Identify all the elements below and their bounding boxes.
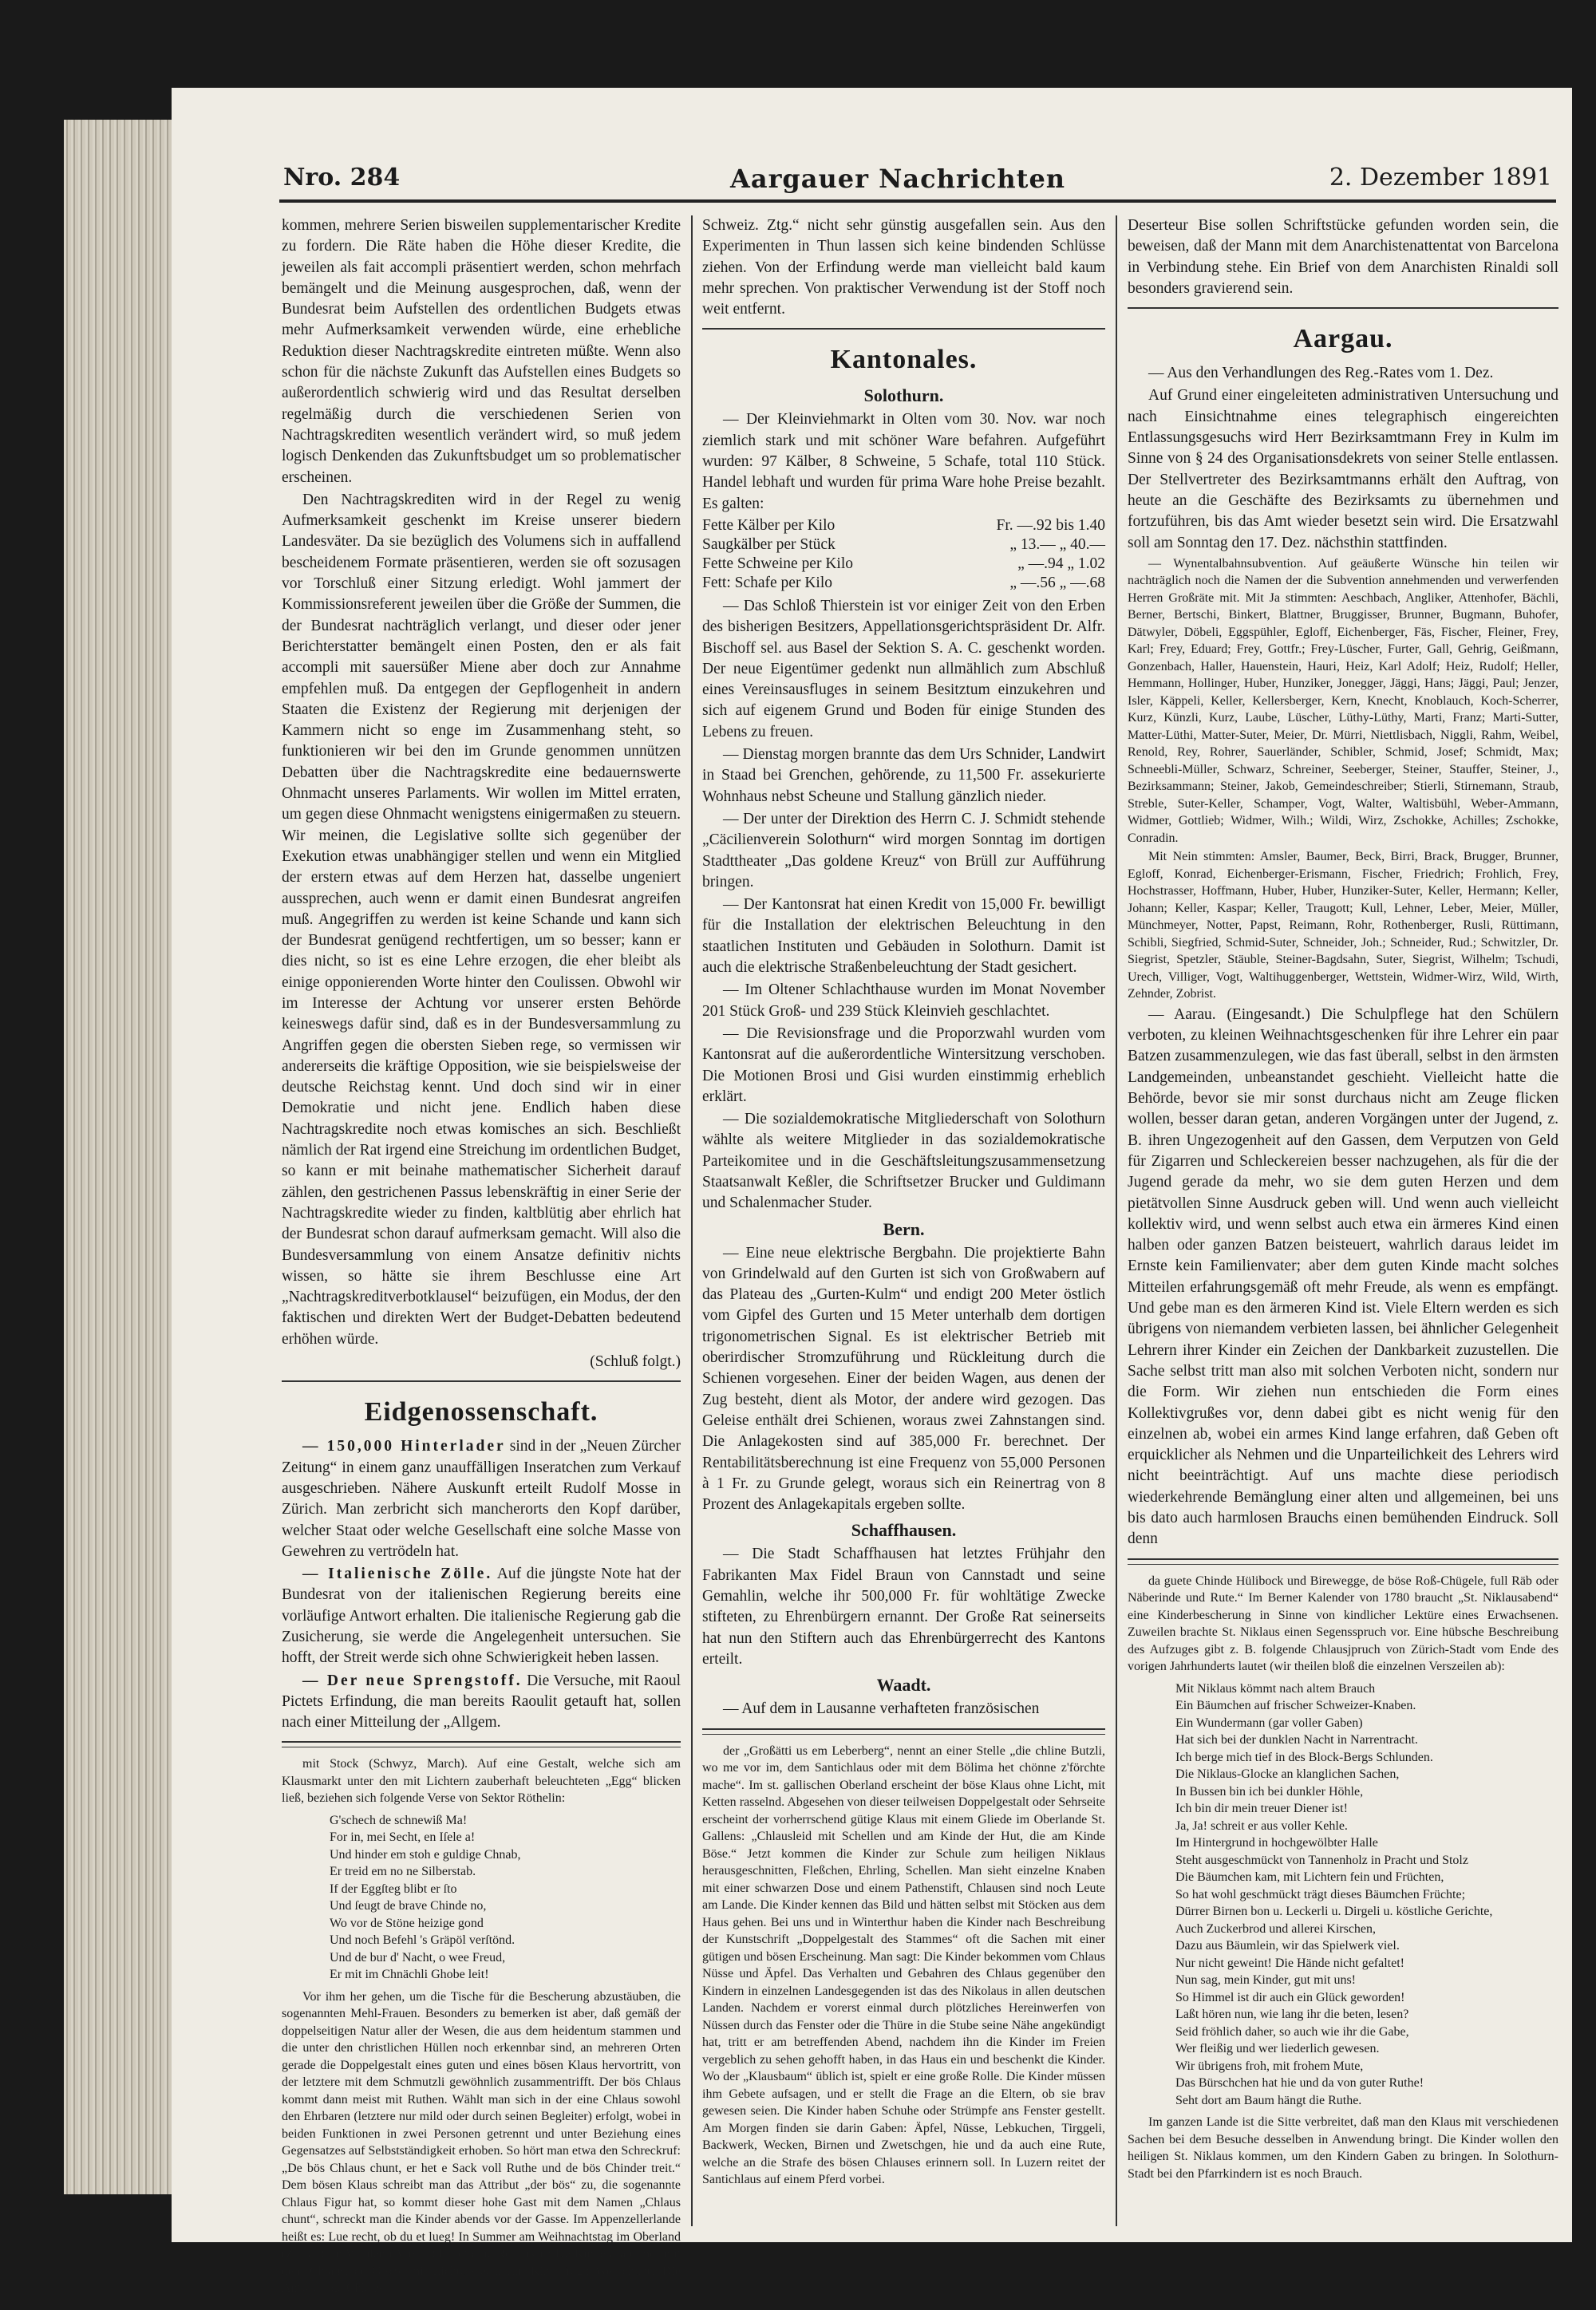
subheading-solothurn: Solothurn.: [863, 385, 944, 406]
market-price-table: [702, 516, 1105, 593]
news-item: — Im Oltener Schlachthause wurden im Monat November 201 Stück Groß- und 239 Stück Kleinvieh geschlachtet.: [702, 981, 1105, 1020]
news-item: [282, 1671, 681, 1734]
price-value: „ —.56 „ —.68: [1009, 574, 1105, 591]
feuilleton-text: Im ganzen Lande ist die Sitte verbreitet, daß man den Klaus mit verschiedenen Sachen bei dem Besuche desselben in Anwendung bringt. Die Kinder wollen den heiligen St. Niklaus kommen, um den Kindern Gaben zu bringen. In Solothurn-Stadt bei den Pfarrkindern ist es noch Brauch.: [1128, 2115, 1558, 2181]
news-item-text: sind in der „Neuen Zürcher Zeitung“ in einem ganz unauffälligen Inseratchen zum Verkauf ausgeschrieben. Nähere Auskunft erteilt Rudolf Mosse in Zürich. Man zerbricht sich mancherorts den Kopf darüber, welcher Staat oder welche Gesellschaft eine solche Masse von Gewehren zu vertrödeln hat.: [282, 1438, 681, 1560]
feuilleton-text: da guete Chinde Hülibock und Birewegge, de böse Roß-Chügele, full Räb oder Näberinde und Rute.“ Im Berner Kalender von 1780 braucht „St. Niklausabend“ eine Kinderbescherung in Sinne von kindlicher Lektüre eines Erwachsenen. Zuweilen brachte St. Niklaus einen Segensspruch vor. Eine hübsche Beschreibung des Aufzuges gibt z. B. folgende Chlausjpruch von Zürich-Stadt vom Ende des vorigen Jahrhunderts lautet (wir theilen bloß die einzelnen Verszeilen ab):: [1128, 1574, 1558, 1674]
continued-note: (Schluß folgt.): [590, 1353, 681, 1371]
masthead-title: Aargauer Nachrichten: [730, 164, 1066, 194]
feuilleton-text: Vor ihm her gehen, um die Tische für die Bescherung abzustäuben, die sogenannten Mehl-Frauen. Besonders zu bemerken ist aber, daß gemäß der doppelseitigen Natur aller der Wesen, die aus dem heidentum stammen und die unter den christlichen Hüllen noch erkennbar sind, an mehreren Orten gerade die Doppelgestalt eines guten und eines bösen Klaus hervortritt, von der letztere mit dem Schmutzli gewöhnlich zusammentrifft. Der bös Chlaus kommt dann meist mit Ruthen. Wählt man sich in der eine Chlaus sowohl den Ehrbaren (letztere nur mild oder durch seinen Begleiter) erfolgt, wobei in beiden Funktionen in zwei Personen getrennt und unter Beziehung eines Gegensatzes auf Selbstständigkeit erhoben. So hört man etwa den Schreckruf: „De bös Chlaus chunt, er het e Sack voll Ruthe und de bös Chinder treit.“ Dem bösen Klaus schreibt man das Attribut „der bös“ zu, die sogenannte Chlaus Figur hat, so kommt dieser hohe Gast mit dem Namen „Chlaus chunt“, schreckt man die Kinder abends vor der Gasse. Im Appenzellerlande heißt es: Lue recht, ob du et lueg! In Summer am Weihnachtstag im Oberland (Zürich). In Wohlen (Aargau) lautet eine Redensart: De Kinde draut mer mit dem Chlaus, de Große mit Lichte steck. Ein Kind fragt: Wer chunt? Die Antwort: de Chlaus!: [282, 1989, 681, 2296]
news-item-text: Die Versuche, mit Raoul Pictets Erfindung, die man bereits Raoulit getauft hat, sollen nach einer Mitteilung der „Allgem.: [282, 1672, 681, 1732]
feuilleton-rule: [702, 1728, 1105, 1735]
column-2: [702, 215, 1105, 2230]
section-heading-eidgenossenschaft: Eidgenossenschaft.: [364, 1397, 598, 1427]
section-rule: [282, 1380, 681, 1382]
section-heading-kantonales: Kantonales.: [830, 345, 978, 375]
news-item-text: Auf die jüngste Note hat der Bundesrat von der italienischen Regierung bereits eine vorläufige Antwort erhalten. Die italienische Regierung gab die Zusicherung, sie werde die Angelegenheit untersuchen. Sie hofft, der Streit werde sich ohne Schwierigkeit heben lassen.: [282, 1566, 681, 1667]
news-item: — Die Revisionsfrage und die Proporzwahl wurden vom Kantonsrat auf die außerordentliche Wintersitzung verschoben. Die Motionen Brosi und Gisi wurden einstimmig erheblich erklärt.: [702, 1025, 1105, 1105]
news-item: — Der unter der Direktion des Herrn C. J. Schmidt stehende „Cäcilienverein Solothurn“ wird morgen Sonntag im dortigen Stadttheater „Das goldene Kreuz“ von Brüll zur Aufführung bringen.: [702, 810, 1105, 890]
news-item: — Dienstag morgen brannte das dem Urs Schnider, Landwirt in Staad bei Grenchen, gehörende, zu 11,500 Fr. assekurierte Wohnhaus nebst Scheune und Stallung gänzlich nieder.: [702, 746, 1105, 805]
feuilleton-rule: [282, 1741, 681, 1747]
article-paragraph: Schweiz. Ztg.“ nicht sehr günstig ausgefallen sein. Aus den Experimenten in Thun lassen sich keine bindenden Schlüsse ziehen. Von der Erfindung werde man vielleicht bald kaum mehr sprechen. Von praktischer Verwendung ist der Stoff noch weit entfernt.: [702, 217, 1105, 318]
column-1: [282, 215, 681, 2296]
news-item-lead: — 150,000 Hinterlader: [302, 1438, 506, 1455]
price-row: [702, 535, 1105, 555]
news-item: — Wynentalbahnsubvention. Auf geäußerte Wünsche hin teilen wir nachträglich noch die Namen der die Subvention annehmenden und verwerfenden Herren Großräte mit. Mit Ja stimmten: Aeschbach, Angliker, Attenhofer, Bächli, Berner, Bertschi, Binkert, Blattner, Bruggisser, Brunner, Bugmann, Buhofer, Dätwyler, Döbeli, Eggspühler, Egloff, Eichenberger, Fäs, Fischer, Fleiner, Frey, Karl; Frey, Eduard; Frey, Gottfr.; Frey-Lüscher, Furter, Gall, Gehrig, Geißmann, Gonzenbach, Haller, Hauenstein, Hauri, Heiz, Karl Adolf; Heiz, Rudolf; Heller, Hemmann, Hollinger, Huber, Hunziker, Jonegger, Jäggi, Hans; Jäggi, Paul; Jenzer, Isler, Käppeli, Keller, Kellersberger, Kern, Knecht, Knoblauch, Koch-Scherrer, Kurz, Künzli, Kurz, Laube, Lüscher, Lüthy-Lüthy, Marti, Franz; Marti-Sutter, Matter-Lüthi, Matter-Suter, Meier, Dr. Mürri, Niettlisbach, Niggli, Rahm, Weibel, Renold, Rey, Rohrer, Sauerländer, Schibler, Schmid, Josef; Schmidt, Max; Schneebli-Müller, Schwarz, Schreiner, Seeberger, Steiner, Stauffer, Steiner, J., Bezirksammann; Steiner, Jakob, Gemeindeschreiber; Stierli, Stirnemann, Straub, Streble, Suter-Keller, Schamper, Vogt, Walter, Waltisbühl, Weber-Ammann, Widmer, Gottlieb; Widmer, Wilh.; Wildi, Wirz, Zschokke, Achilles; Zschokke, Conradin.: [1128, 556, 1558, 845]
feuilleton-text: mit Stock (Schwyz, March). Auf eine Gestalt, welche sich am Klausmarkt unter den mit Lichtern zauberhaft beleuchteten „Egg“ blicken ließ, beziehen sich folgende Verse von Sektor Röthelin:: [282, 1757, 681, 1806]
price-row: [702, 574, 1105, 593]
subheading-schaffhausen: Schaffhausen.: [851, 1520, 957, 1541]
news-item: — Das Schloß Thierstein ist vor einiger Zeit von den Erben des bisherigen Besitzers, Appellationsgerichtspräsident Dr. Alfr. Bischoff sel. aus Basel der Sektion S. A. C. geschenkt worden. Der neue Eigentümer gedenkt nun allmählich zum Abschluß eines Vereinsausfluges in seinem Besitztum einzukehren und sich auf eigenem Grund und Boden für einige Stunden des Lebens zu freuen.: [702, 597, 1105, 740]
news-item: [282, 1564, 681, 1668]
price-row: [702, 555, 1105, 574]
issue-number: Nro. 284: [283, 164, 401, 192]
feuilleton-text: der „Großätti us em Leberberg“, nennt an einer Stelle „die chline Butzli, wo me vor im, dem Santichlaus oder mit dem Bölima het chönne z'förchte mache“. Im st. gallischen Oberland erscheint der böse Klaus ohne Licht, mit Ketten rasselnd. Abgesehen von dieser teilweisen Doppelgestalt oder Sehrseite erscheint der vorherrschend gütige Klaus mit einem Gliede im Oberlande St. Gallens: „Chlausleid mit Schellen und am Kinde der Hut, die am Kinde Böse.“ Jetzt kommen die Kinder zur Schule zum heiligen Niklaus herausgeschnitten, Fleßchen, Ehrling, Schellen. Man sieht einzelne Knaben mit einer schwarzen Dose und einem Pathenstift, Chlausen sind noch Leute am Lande. Die Kinder kennen das Bild und hätten selbst mit Stöcken aus dem Haus gehen. Bei uns und in Winterthur haben die Kinder nach Beschreibung der Kunstschrift „Doppelgestalt des Stammes“ oft die Sachen mit einer gütigen und bösen Erscheinung. Man sagt: Die Kinder bekommen vom Chlaus Nüsse und Äpfel. Das Verhalten und Gebahren des Chlaus gegenüber den Kindern in einzelnen Landesgegenden ist das des Nikolaus in allen deutschen Landen. Nachdem er vorerst einmal durch plötzliches Hereinwerfen von Nüssen durch das Fenster oder die Thüre in die Stube seine Nähe angekündigt hat, tritt er am betreffenden Abend, nachdem ihn die Kinder im Freien vergeblich zu sehen gehofft haben, in das Haus ein und beschenkt die Kinder. Wo der „Klausbaum“ üblich ist, spielt er eine große Rolle. Die Kinder müssen ihm Gebete aufsagen, und er stellt die Frage an die Eltern, ob sie brav gewesen seien. Die Kinder haben Schuhe oder Strümpfe ans Fenster gestellt. Am Morgen finden sie darin Gaben: Äpfel, Nüsse, Lebkuchen, Tirggeli, Backwerk, Wecken, Birnen und Zwetschgen, hie und da auch eine Rute, welche an die Strafe des bösen Chlauses erinnern soll. In Luzern reitet der Santichlaus auf einem Pferd vorbei.: [702, 1743, 1105, 2187]
section-heading-aargau: Aargau.: [1293, 324, 1393, 354]
article-paragraph: Den Nachtragskrediten wird in der Regel zu wenig Aufmerksamkeit geschenkt im Kreise unserer biedern Landesväter. Da sie bezüglich des Volumens sich in auffallend bescheidenem Formate präsentieren, werden sie oft sozusagen vor Torschluß einer Sitzung erledigt. Wohl jammert der Kommissionsreferent jeweilen über die Größe der Summen, die der Bundesrat nachträglich verlangt, und dieser oder jener Berichterstatter bemängelt einen Posten, den er als fait accompli mit sauersüßer Miene aber doch zur Annahme empfehlen muß. Da entgegen der Gepflogenheit in andern Staaten die Existenz der Regierung mit derjenigen der Kammern nicht so enge im Zusammenhang steht, so funktionieren wir bei den im Grunde genommen unnützen Debatten über die Nachtragskredite eine bedauernswerte Ohnmacht unseres Parlaments. Wir wollen im Mittel erraten, um gegen diese Ohnmacht wenigstens einigermaßen zu steuern. Wir meinen, die Legislative sollte sich gegenüber der Exekution etwas unabhängiger stellen und wenn ein Mitglied der erstern etwas auf dem Herzen hat, dasselbe ungeniert aussprechen, auch wenn er damit einen Bundesrat angreifen muß. Angegriffen zu werden ist keine Schande und kann sich der Bundesrat genügend rechtfertigen, um so besser; kann er dies nicht, so ist es eine Lehre erzogen, die eher bleibt als einige opponierenden Worte hinter den Coulissen. Obwohl wir im Interesse der Achtung vor unserer ersten Behörde keineswegs dafür sind, daß es in der Bundesversammlung zu Angriffen gegen die obersten Sieben rege, so vermissen wir andererseits die kräftige Opposition, wie sie beispielsweise der deutsche Reichstag kennt. Und doch sind wir in einer Demokratie und nicht jene. Endlich haben diese Nachtragskredite noch etwas komisches an sich. Beschließt nämlich der Rat irgend eine Streichung im ordentlichen Budget, so kann er mit beinahe mathematischer Sicherheit darauf zählen, den gestrichenen Passus lebenskräftig in einer Serie der Nachtragskredite wieder zu finden, kaltblütig aber ehrlich hat der Bundesrat schon darauf aufmerksam gemacht. Will also die Bundesversammlung von einem Ansatze definitiv nichts wissen, so hätte sie ihrem Beschlusse eine Art „Nachtragskreditverbotklausel“ beizufügen, ein Modus, der den faktischen und direkten Wert der Budget-Debatten bedeutend erhöhen würde.: [282, 491, 681, 1348]
price-label: Fette Kälber per Kilo: [702, 516, 836, 534]
news-item: [282, 1436, 681, 1562]
column-divider: [691, 215, 693, 2226]
news-item: — Der Kleinviehmarkt in Olten vom 30. Nov. war noch ziemlich stark und mit schöner Ware befahren. Aufgeführt wurden: 97 Kälber, 8 Schweine, 5 Schafe, total 110 Stück. Handel lebhaft und wurden für prima Ware hohe Preise bezahlt. Es galten:: [702, 411, 1105, 512]
price-label: Fette Schweine per Kilo: [702, 555, 853, 572]
news-item: — Die Stadt Schaffhausen hat letztes Frühjahr den Fabrikanten Max Fidel Braun von Cannstadt und seine Gemahlin, welche ihr 500,000 Fr. für wohltätige Zwecke stifteten, zu Ehrenbürgern ernannt. Der Große Rat seinerseits hat nun den Stiftern auch das Ehrenbürgerrecht des Kantons erteilt.: [702, 1546, 1105, 1668]
price-value: „ 13.— „ 40.—: [1009, 535, 1105, 553]
article-paragraph: Deserteur Bise sollen Schriftstücke gefunden worden sein, die beweisen, daß der Mann mit dem Anarchistenattentat von Barcelona in Verbindung stehe. Ein Brief von dem Anarchisten Rinaldi soll besonders gravierend sein.: [1128, 217, 1558, 297]
news-item: — Aarau. (Eingesandt.) Die Schulpflege hat den Schülern verboten, zu kleinen Weihnachtsgeschenken für ihre Lehrer ein paar Batzen zusammenzulegen, wie das fast überall, selbst in den ärmsten Landgemeinden, unbeanstandet geschieht. Vielleicht hatte die Behörde, bevor sie mir sonst durchaus nicht am Zeuge flicken wollen, besser daran getan, anderen Vorgängen unter der Jugend, z. B. ihren Ungezogenheit auf den Gassen, dem Verputzen von Geld für Zigarren und Schleckereien besser nachzugehen, als für die der Jugend gerade da mehr, wo sie dem guten Herzen und dem pietätvollen Sinne Ausdruck geben will. Und wenn auch vielleicht kollektiv wird, und wenn selbst auch etwa ein ärmeres Kind einen halben oder ganzen Batzen beisteuert, wahrlich daraus leidet im Ernste kein Familienvater; aber dem guten Kinde macht solches Mitteilen erfahrungsgemäß oft mehr Freude, als wenn es empfängt. Und gebe man es den ärmeren Kind ist. Viele Eltern werden es sich übrigens von niemandem verbieten lassen, bei ähnlicher Gelegenheit Lehrern ihrer Kinder ein Zeichen der Dankbarkeit zuzustellen. Die Sache selbst tritt man also mit solchen Verboten nicht, sondern nur die Form. Wir ziehen nun entschieden die Form eines Kollektivgrußes vor, denn dabei gibt es nicht wenig für den einzelnen ab, wobei ein armes Kind lange erfahren, daß Geben oft erquicklicher als Nehmen und die Unparteilichkeit des Lehrers wird nicht beeinträchtigt. Auf uns machte diese periodisch wiederkehrende Bemänglung einer alten und allgemeinen, bei uns bis dato auch harmlosen Brauchs einen bemühenden Eindruck. Soll denn: [1128, 1005, 1558, 1548]
issue-date: 2. Dezember 1891: [1329, 164, 1552, 192]
news-item: — Auf dem in Lausanne verhafteten französischen: [723, 1700, 1040, 1718]
news-item: — Die sozialdemokratische Mitgliederschaft von Solothurn wählte als weitere Mitglieder in das sozialdemokratische Parteikomitee und in die Geschäftsleitungszusammensetzung Staatsanwalt Keßler, die Schriftsetzer Brucker und Guldimann und Schalenmacher Studer.: [702, 1111, 1105, 1212]
page-header: [283, 164, 1552, 203]
section-rule: [702, 328, 1105, 330]
feuilleton-verse: G'schech de schnewiß Ma! For in, mei Secht, en Iſele a! Und hinder em stoh e guldige Chnab, Er treid em no ne Silberstab. If der Eggſteg blibt er ſto Und ſeugt de brave Chinde no, Wo vor de Stöne heizige gond Und noch Befehl 's Gräpöl verſtönd. Und de bur d' Nacht, o wee Freud, Er mit im Chnächli Ghobe leit!: [330, 1813, 521, 1982]
column-3: [1128, 215, 1558, 2230]
price-label: Fett: Schafe per Kilo: [702, 574, 832, 591]
price-label: Saugkälber per Stück: [702, 535, 836, 553]
price-value: Fr. —.92 bis 1.40: [996, 516, 1105, 534]
news-item: Mit Nein stimmten: Amsler, Baumer, Beck, Birri, Brack, Brugger, Brunner, Egloff, Konrad, Eichenberger-Erismann, Fischer, Friedrich; Frohlich, Frey, Hochstrasser, Hoffmann, Huber, Huber, Hunziker-Suter, Keller, Hermann; Keller, Johann; Keller, Kaspar; Keller, Traugott; Kull, Lehner, Leber, Meier, Müller, Münchmeyer, Notter, Papst, Reimann, Rohr, Rothenberger, Rusli, Rüttimann, Schibli, Siegfried, Schmid-Suter, Schneider, Joh.; Schneider, Rud.; Schwitzler, Dr. Siegrist, Spetzler, Stäuble, Steiner-Bagdsahn, Suter, Siegrist, Wilhelm; Tschudi, Urech, Villiger, Vogt, Waltihuggenberger, Wettstein, Widmer-Wirz, Wild, Wirth, Zehnder, Zobrist.: [1128, 850, 1558, 1001]
price-row: [702, 516, 1105, 535]
subheading-waadt: Waadt.: [876, 1675, 931, 1696]
feuilleton-verse: Mit Niklaus kömmt nach altem Brauch Ein Bäumchen auf frischer Schweizer-Knaben. Ein Wundermann (gar voller Gaben) Hat sich bei der dunklen Nacht in Narrentracht. Ich berge mich tief in des Block-Bergs Schlunden. Die Niklaus-Glocke an klanglichen Sachen, In Bussen bin ich bei dunkler Höhle, Ich bin dir mein treuer Diener ist! Ja, Ja! schreit er aus voller Kehle. Im Hintergrund in hochgewölbter Halle Steht ausgeschmückt von Tannenholz in Pracht und Stolz Die Bäumchen kam, mit Lichtern fein und Früchten, So hat wohl geschmückt trägt dieses Bäumchen Früchte; Dürrer Birnen bon u. Leckerli u. Dirgeli u. köstliche Gerichte, Auch Zuckerbrod und allerei Kirschen, Dazu aus Bäumlein, wir das Spielwerk viel. Nur nicht geweint! Die Hände nicht gefaltet! Nun sag, mein Kinder, gut mit uns! So Himmel ist dir auch ein Glück geworden! Laßt hören nun, wie lang ihr die beten, lesen? Seid fröhlich daher, so auch wie ihr die Gabe, Wer fleißig und wer liederlich gewesen. Wir übrigens froh, mit frohem Mute, Das Bürschchen hat hie und da von guter Ruthe! Seht dort am Baum hängt die Ruthe.: [1175, 1681, 1493, 2107]
news-item-lead: — Italienische Zölle.: [302, 1566, 493, 1583]
newspaper-page: [172, 88, 1572, 2296]
feuilleton-rule: [1128, 1558, 1558, 1565]
subheading-bern: Bern.: [883, 1218, 925, 1239]
news-item: — Aus den Verhandlungen des Reg.-Rates vom 1. Dez.: [1148, 365, 1494, 382]
news-item: Auf Grund einer eingeleiteten administrativen Untersuchung und nach Einsichtnahme eines telegraphisch eingereichten Entlassungsgesuchs wird Herr Bezirksamtmann Frey in Kulm im Sinne von § 24 des Organisationsdekrets von seiner Stelle entlassen. Der Stellvertreter des Bezirksamtmanns erhält den Auftrag, von heute an die Geschäfte des Bezirksamts zu übernehmen und fortzuführen, bis das Amt wieder besetzt sein wird. Die Ersatzwahl soll am Sonntag den 17. Dez. nächsthin stattfinden.: [1128, 387, 1558, 551]
book-page-edge: [64, 120, 184, 2194]
article-paragraph: kommen, mehrere Serien bisweilen supplementarischer Kredite zu fordern. Die Räte haben die Höhe dieser Kredite, die jeweilen als fait accompli präsentiert werden, schon mehrfach bemängelt und die Meinung ausgesprochen, daß, wenn der Bundesrat beim Aufstellen des ordentlichen Budgets etwas mehr Aufmerksamkeit verwenden würde, eine erhebliche Reduktion dieser Nachtragskredite eintreten müßte. Wenn also schon für die nächste Zukunft das Aufstellen eines Budgets so außerordentlich schwierig wird und das Resultat derselben regelmäßig durch die verschiedenen Serien von Nachtragskrediten wesentlich verändert wird, so muß jedem logisch Denkenden das Zukunftsbudget um so problematischer erscheinen.: [282, 217, 681, 486]
news-item: — Der Kantonsrat hat einen Kredit von 15,000 Fr. bewilligt für die Installation der elektrischen Beleuchtung in den staatlichen Instituten und Gebäuden in Solothurn. Damit ist auch die elektrische Straßenbeleuchtung der Stadt gesichert.: [702, 896, 1105, 977]
news-item-lead: — Der neue Sprengstoff.: [302, 1672, 523, 1689]
header-rule: [279, 199, 1556, 203]
news-item: — Eine neue elektrische Bergbahn. Die projektierte Bahn von Grindelwald auf den Gurten ist sich von Großwabern auf das Plateau des „Gurten-Kulm“ und endigt 200 Meter östlich vom Gipfel des Gurten und 15 Meter unterhalb dem dortigen trigonometrischen Signal. Es ist elektrischer Betrieb mit oberirdischer Stromzuführung und Rückleitung durch die Schienen vorgesehen. Einer der beiden Wagen, aus denen der Zug besteht, dient als Motor, der andere wird gezogen. Das Geleise enthält drei Schienen, woraus zwei Zahnstangen sind. Die Anlagekosten sind auf 385,000 Fr. berechnet. Der Rentabilitätsberechnung ist eine Frequenz von 55,000 Personen à 1 Fr. zu Grunde gelegt, woraus sich ein Reinertrag von 8 Prozent des Anlagekapitals ergeben sollte.: [702, 1244, 1105, 1514]
price-value: „ —.94 „ 1.02: [1017, 555, 1105, 572]
column-divider: [1116, 215, 1117, 2226]
section-rule: [1128, 307, 1558, 309]
